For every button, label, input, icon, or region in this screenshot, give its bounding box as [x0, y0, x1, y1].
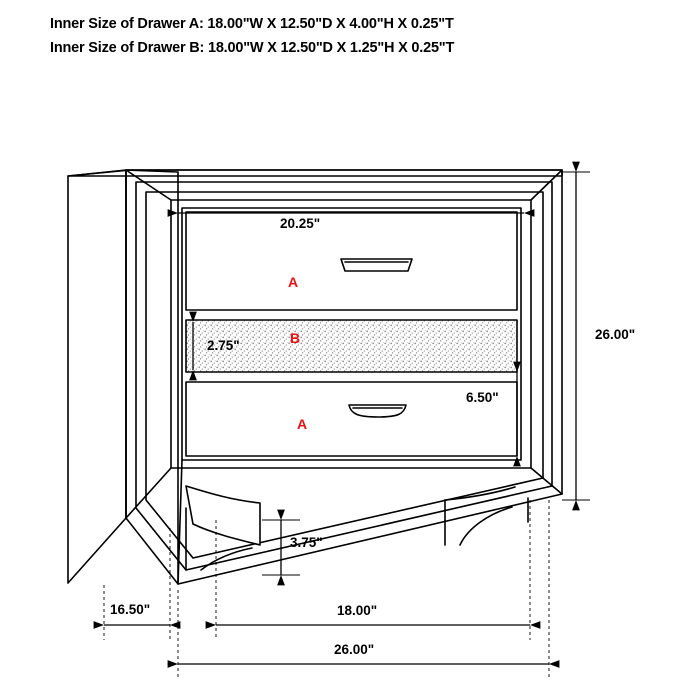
header-line-drawer-a: Inner Size of Drawer A: 18.00"W X 12.50"D X 4.00"H X 0.25"T	[50, 16, 454, 32]
drawer-a-top-label: A	[288, 274, 299, 290]
dim-band-height: 2.75"	[207, 338, 240, 353]
dim-overall-width: 26.00"	[334, 642, 375, 657]
cabinet-outline	[68, 170, 562, 584]
dim-lower-drawer-height: 6.50"	[466, 390, 499, 405]
header-line-drawer-b: Inner Size of Drawer B: 18.00"W X 12.50"D X 1.25"H X 0.25"T	[50, 40, 455, 56]
drawer-a-bottom-label: A	[297, 416, 308, 432]
dim-leg-height: 3.75"	[290, 535, 323, 550]
drawer-b-label: B	[290, 330, 301, 346]
dim-side-depth: 16.50"	[110, 602, 151, 617]
dim-overall-height: 26.00"	[595, 327, 636, 342]
dim-width-top: 20.25"	[280, 216, 321, 231]
dim-inner-width: 18.00"	[337, 603, 378, 618]
